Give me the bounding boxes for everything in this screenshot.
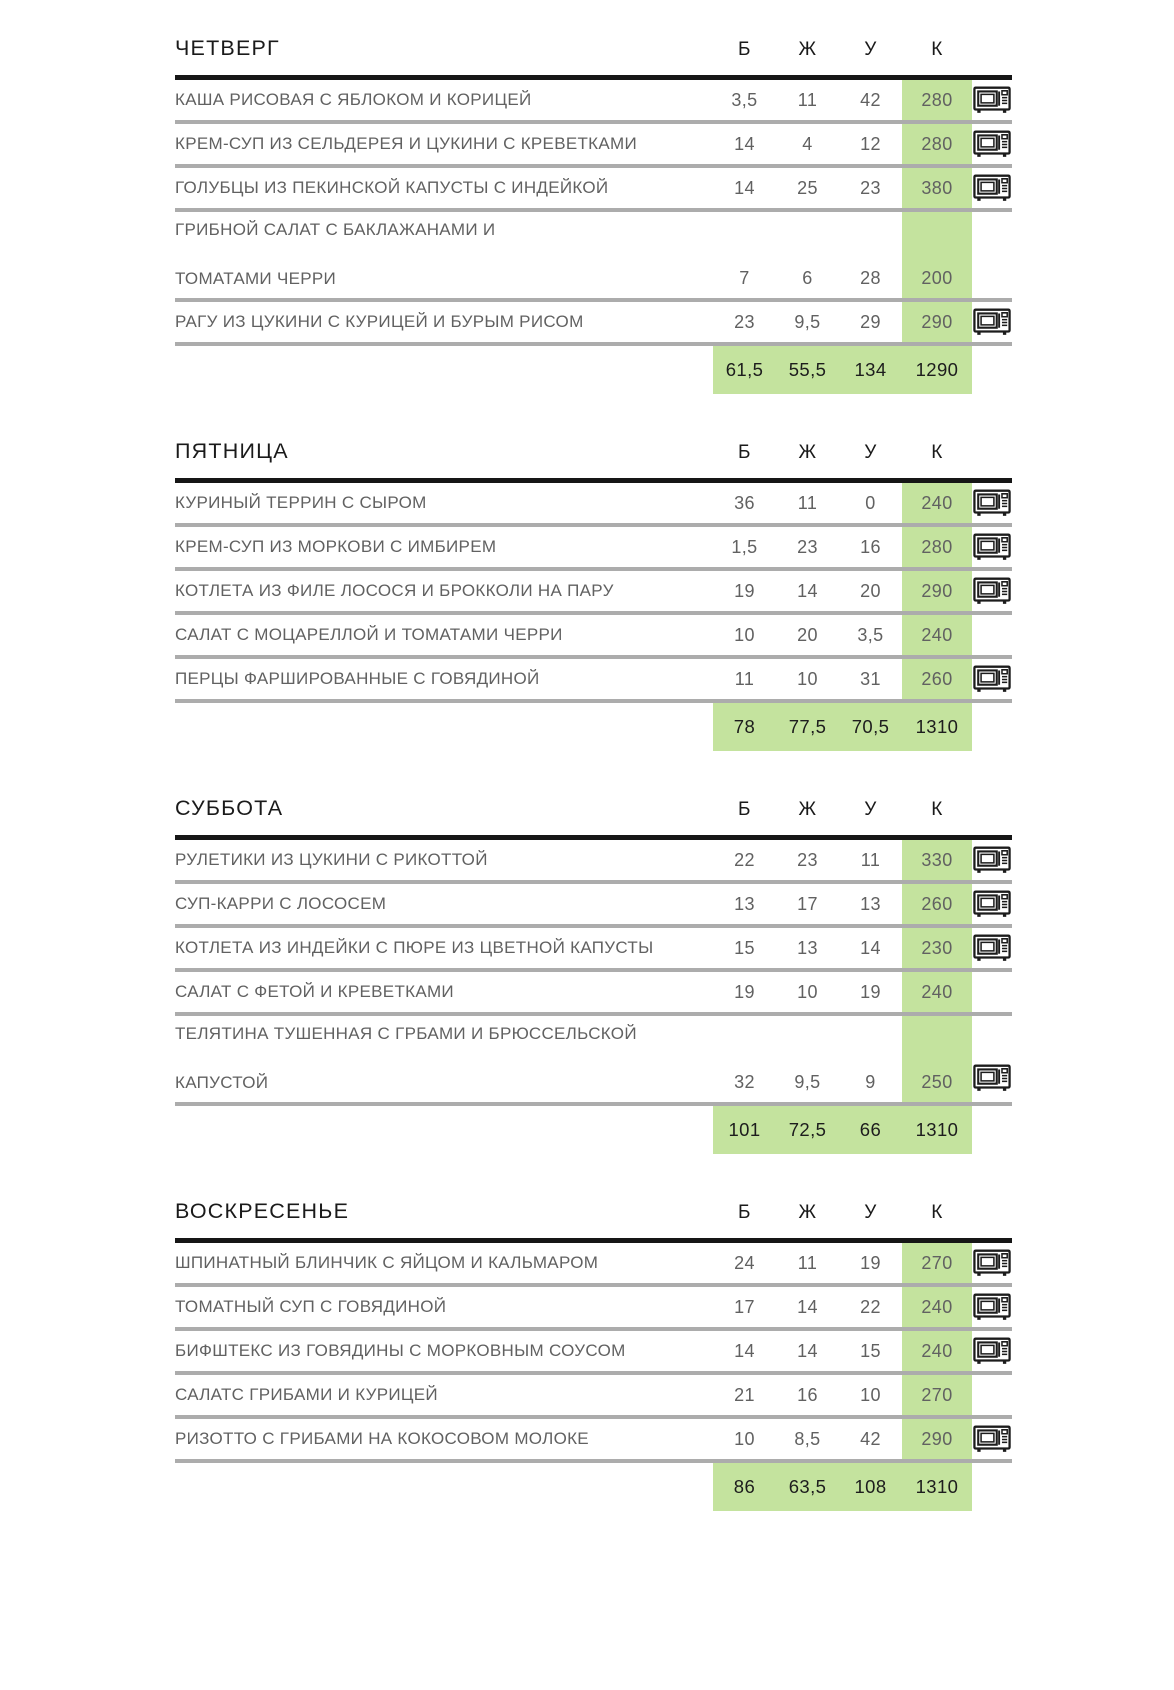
section-header	[175, 36, 1012, 75]
value-k: 330	[921, 849, 953, 870]
value-zh: 9,5	[794, 1072, 821, 1092]
reheat-cell	[972, 615, 1012, 655]
value-u: 22	[860, 1296, 881, 1317]
dish-name: ШПИНАТНЫЙ БЛИНЧИК С ЯЙЦОМ И КАЛЬМАРОМ	[175, 1253, 599, 1272]
day-section	[175, 1199, 1012, 1511]
reheat-cell	[972, 884, 1012, 924]
dish-name-cell	[175, 178, 713, 198]
dish-name-cell	[175, 894, 713, 914]
value-b: 19	[734, 981, 755, 1002]
total-u: 134	[839, 346, 902, 394]
dish-name-cell	[175, 669, 713, 689]
total-zh: 72,5	[776, 1106, 839, 1154]
microwave-icon	[973, 86, 1011, 115]
column-header-k: К	[931, 39, 943, 60]
total-b: 101	[713, 1106, 776, 1154]
dish-name-cell	[175, 1429, 713, 1449]
column-header-u: У	[864, 799, 877, 820]
reheat-cell	[972, 168, 1012, 208]
total-zh: 55,5	[776, 346, 839, 394]
dish-row	[175, 212, 1012, 298]
value-b: 19	[734, 580, 755, 601]
value-zh: 11	[797, 89, 818, 110]
row-divider	[175, 298, 1012, 302]
total-b: 86	[713, 1463, 776, 1511]
value-zh: 20	[797, 624, 818, 645]
dish-name: КРЕМ-СУП ИЗ СЕЛЬДЕРЕЯ И ЦУКИНИ С КРЕВЕТКАМИ	[175, 134, 637, 153]
dish-name: КРЕМ-СУП ИЗ МОРКОВИ С ИМБИРЕМ	[175, 537, 497, 556]
column-header-zh: Ж	[798, 1202, 817, 1223]
reheat-cell	[972, 80, 1012, 120]
microwave-icon	[973, 308, 1011, 337]
dish-name-cell	[175, 938, 713, 958]
row-divider	[175, 1102, 1012, 1106]
totals-row	[175, 1106, 1012, 1154]
value-zh: 14	[797, 580, 818, 601]
dish-name-cell	[175, 1341, 713, 1361]
column-header-k: К	[931, 442, 943, 463]
value-zh: 10	[797, 668, 818, 689]
reheat-cell	[972, 1375, 1012, 1415]
day-title: СУББОТА	[175, 796, 284, 820]
dish-name-cell	[175, 1024, 713, 1102]
row-divider	[175, 164, 1012, 168]
header-icon-spacer	[972, 796, 1012, 821]
header-icon-spacer	[972, 1199, 1012, 1224]
value-zh: 16	[797, 1384, 818, 1405]
reheat-cell	[972, 659, 1012, 699]
value-u: 10	[860, 1384, 881, 1405]
value-b: 23	[734, 311, 755, 332]
dish-row	[175, 1375, 1012, 1415]
row-divider	[175, 1012, 1012, 1016]
value-u: 23	[860, 177, 881, 198]
microwave-icon	[973, 1064, 1011, 1093]
column-header-u: У	[864, 39, 877, 60]
reheat-cell	[972, 1331, 1012, 1371]
dish-row	[175, 659, 1012, 699]
value-zh: 11	[797, 492, 818, 513]
totals-row	[175, 1463, 1012, 1511]
dish-name: КУРИНЫЙ ТЕРРИН С СЫРОМ	[175, 493, 427, 512]
value-b: 22	[734, 849, 755, 870]
value-b: 1,5	[731, 536, 758, 557]
dish-name-cell	[175, 493, 713, 513]
column-header-k: К	[931, 1202, 943, 1223]
dish-name: ТОМАТНЫЙ СУП С ГОВЯДИНОЙ	[175, 1297, 447, 1316]
column-header-u: У	[864, 1202, 877, 1223]
value-zh: 17	[797, 893, 818, 914]
day-title: ВОСКРЕСЕНЬЕ	[175, 1199, 350, 1223]
value-zh: 25	[797, 177, 818, 198]
microwave-icon	[973, 1293, 1011, 1322]
total-zh: 63,5	[776, 1463, 839, 1511]
value-k: 280	[921, 133, 953, 154]
value-k: 290	[921, 311, 953, 332]
value-u: 15	[860, 1340, 881, 1361]
value-b: 24	[734, 1252, 755, 1273]
dish-row	[175, 527, 1012, 567]
reheat-cell	[972, 483, 1012, 523]
value-k: 270	[921, 1384, 953, 1405]
total-u: 108	[839, 1463, 902, 1511]
row-divider	[175, 924, 1012, 928]
reheat-cell	[972, 1243, 1012, 1283]
value-u: 13	[860, 893, 881, 914]
day-section	[175, 36, 1012, 394]
microwave-icon	[973, 890, 1011, 919]
dish-row	[175, 884, 1012, 924]
value-u: 28	[860, 268, 881, 288]
microwave-icon	[973, 665, 1011, 694]
dish-name: КАША РИСОВАЯ С ЯБЛОКОМ И КОРИЦЕЙ	[175, 90, 532, 109]
value-k: 260	[921, 893, 953, 914]
row-divider	[175, 655, 1012, 659]
dish-name-cell	[175, 537, 713, 557]
value-zh: 13	[797, 937, 818, 958]
dish-name-cell	[175, 850, 713, 870]
dish-name: САЛАТС ГРИБАМИ И КУРИЦЕЙ	[175, 1385, 438, 1404]
total-k: 1310	[902, 703, 972, 751]
value-b: 3,5	[731, 89, 758, 110]
dish-name-cell	[175, 134, 713, 154]
value-u: 16	[860, 536, 881, 557]
totals-row	[175, 346, 1012, 394]
reheat-cell	[972, 571, 1012, 611]
microwave-icon	[973, 174, 1011, 203]
value-k: 260	[921, 668, 953, 689]
dish-row	[175, 302, 1012, 342]
reheat-cell	[972, 302, 1012, 342]
day-section	[175, 796, 1012, 1154]
row-divider	[175, 523, 1012, 527]
dish-row	[175, 1287, 1012, 1327]
microwave-icon	[973, 577, 1011, 606]
column-header-k: К	[931, 799, 943, 820]
dish-row	[175, 972, 1012, 1012]
total-b: 78	[713, 703, 776, 751]
dish-row	[175, 1016, 1012, 1102]
row-divider	[175, 1371, 1012, 1375]
header-icon-spacer	[972, 439, 1012, 464]
dish-row	[175, 1419, 1012, 1459]
total-b: 61,5	[713, 346, 776, 394]
value-b: 32	[734, 1072, 755, 1092]
row-divider	[175, 342, 1012, 346]
value-u: 9	[865, 1072, 876, 1092]
value-zh: 14	[797, 1296, 818, 1317]
value-k: 290	[921, 580, 953, 601]
value-b: 7	[739, 268, 750, 288]
totals-row	[175, 703, 1012, 751]
column-header-b: Б	[738, 39, 751, 60]
value-u: 0	[865, 492, 876, 513]
reheat-cell	[972, 1419, 1012, 1459]
microwave-icon	[973, 533, 1011, 562]
value-b: 15	[734, 937, 755, 958]
value-k: 240	[921, 1340, 953, 1361]
microwave-icon	[973, 1425, 1011, 1454]
value-zh: 6	[802, 268, 813, 288]
dish-name: САЛАТ С ФЕТОЙ И КРЕВЕТКАМИ	[175, 982, 454, 1001]
total-zh: 77,5	[776, 703, 839, 751]
header-icon-spacer	[972, 36, 1012, 61]
value-b: 10	[734, 624, 755, 645]
dish-row	[175, 1331, 1012, 1371]
row-divider	[175, 611, 1012, 615]
row-divider	[175, 880, 1012, 884]
value-b: 13	[734, 893, 755, 914]
dish-row	[175, 80, 1012, 120]
value-u: 12	[860, 133, 881, 154]
dish-name: КОТЛЕТА ИЗ ФИЛЕ ЛОСОСЯ И БРОККОЛИ НА ПАРУ	[175, 581, 614, 600]
dish-name-cell	[175, 90, 713, 110]
reheat-cell	[972, 928, 1012, 968]
value-k: 290	[921, 1428, 953, 1449]
section-body	[175, 483, 1012, 751]
row-divider	[175, 968, 1012, 972]
value-u: 19	[860, 981, 881, 1002]
value-u: 42	[860, 89, 881, 110]
value-b: 14	[734, 133, 755, 154]
dish-name-cell	[175, 312, 713, 332]
microwave-icon	[973, 934, 1011, 963]
value-k: 240	[921, 981, 953, 1002]
value-zh: 23	[797, 849, 818, 870]
value-u: 19	[860, 1252, 881, 1273]
value-k: 240	[921, 624, 953, 645]
dish-name: БИФШТЕКС ИЗ ГОВЯДИНЫ С МОРКОВНЫМ СОУСОМ	[175, 1341, 626, 1360]
reheat-cell	[972, 1287, 1012, 1327]
day-title: ПЯТНИЦА	[175, 439, 289, 463]
value-zh: 11	[797, 1252, 818, 1273]
row-divider	[175, 1327, 1012, 1331]
value-u: 3,5	[857, 624, 884, 645]
dish-row	[175, 1243, 1012, 1283]
value-zh: 23	[797, 536, 818, 557]
reheat-cell	[972, 124, 1012, 164]
value-u: 11	[860, 849, 881, 870]
value-zh: 10	[797, 981, 818, 1002]
row-divider	[175, 120, 1012, 124]
column-header-zh: Ж	[798, 39, 817, 60]
dish-name: ПЕРЦЫ ФАРШИРОВАННЫЕ С ГОВЯДИНОЙ	[175, 669, 540, 688]
dish-name: РИЗОТТО С ГРИБАМИ НА КОКОСОВОМ МОЛОКЕ	[175, 1429, 589, 1448]
microwave-icon	[973, 846, 1011, 875]
section-header	[175, 439, 1012, 478]
value-k: 270	[921, 1252, 953, 1273]
value-zh: 4	[802, 133, 813, 154]
dish-name-cell	[175, 1253, 713, 1273]
microwave-icon	[973, 1337, 1011, 1366]
microwave-icon	[973, 489, 1011, 518]
section-body	[175, 1243, 1012, 1511]
value-k: 240	[921, 492, 953, 513]
column-header-zh: Ж	[798, 442, 817, 463]
value-k: 240	[921, 1296, 953, 1317]
reheat-cell	[972, 972, 1012, 1012]
value-u: 42	[860, 1428, 881, 1449]
section-header	[175, 796, 1012, 835]
day-title: ЧЕТВЕРГ	[175, 36, 280, 60]
value-b: 17	[734, 1296, 755, 1317]
value-k: 250	[921, 1072, 953, 1092]
dish-name-line2: ТОМАТАМИ ЧЕРРИ	[175, 269, 337, 288]
dish-name: ТЕЛЯТИНА ТУШЕННАЯ С ГРБАМИ И БРЮССЕЛЬСКОЙ	[175, 1024, 637, 1043]
total-u: 70,5	[839, 703, 902, 751]
microwave-icon	[973, 1249, 1011, 1278]
dish-name: КОТЛЕТА ИЗ ИНДЕЙКИ С ПЮРЕ ИЗ ЦВЕТНОЙ КАПУСТЫ	[175, 938, 654, 957]
dish-row	[175, 840, 1012, 880]
value-b: 21	[734, 1384, 755, 1405]
value-zh: 9,5	[794, 311, 821, 332]
row-divider	[175, 1283, 1012, 1287]
dish-name: ГОЛУБЦЫ ИЗ ПЕКИНСКОЙ КАПУСТЫ С ИНДЕЙКОЙ	[175, 178, 609, 197]
value-zh: 8,5	[794, 1428, 821, 1449]
dish-name: САЛАТ С МОЦАРЕЛЛОЙ И ТОМАТАМИ ЧЕРРИ	[175, 625, 563, 644]
dish-row	[175, 483, 1012, 523]
value-u: 31	[860, 668, 881, 689]
column-header-u: У	[864, 442, 877, 463]
total-k: 1290	[902, 346, 972, 394]
column-header-zh: Ж	[798, 799, 817, 820]
dish-name-cell	[175, 982, 713, 1002]
dish-name: РАГУ ИЗ ЦУКИНИ С КУРИЦЕЙ И БУРЫМ РИСОМ	[175, 312, 584, 331]
dish-name-cell	[175, 1385, 713, 1405]
column-header-b: Б	[738, 442, 751, 463]
day-section	[175, 439, 1012, 751]
row-divider	[175, 208, 1012, 212]
dish-row	[175, 928, 1012, 968]
column-header-b: Б	[738, 1202, 751, 1223]
dish-name: СУП-КАРРИ С ЛОСОСЕМ	[175, 894, 387, 913]
value-u: 14	[860, 937, 881, 958]
microwave-icon	[973, 130, 1011, 159]
value-k: 380	[921, 177, 953, 198]
dish-name: РУЛЕТИКИ ИЗ ЦУКИНИ С РИКОТТОЙ	[175, 850, 488, 869]
dish-name-cell	[175, 1297, 713, 1317]
value-b: 36	[734, 492, 755, 513]
value-u: 20	[860, 580, 881, 601]
column-header-b: Б	[738, 799, 751, 820]
reheat-cell	[972, 1007, 1012, 1102]
value-k: 230	[921, 937, 953, 958]
dish-name-cell	[175, 581, 713, 601]
value-b: 10	[734, 1428, 755, 1449]
dish-row	[175, 168, 1012, 208]
section-body	[175, 840, 1012, 1154]
row-divider	[175, 699, 1012, 703]
row-divider	[175, 567, 1012, 571]
value-k: 280	[921, 536, 953, 557]
row-divider	[175, 1415, 1012, 1419]
section-header	[175, 1199, 1012, 1238]
value-b: 11	[734, 668, 755, 689]
reheat-cell	[972, 840, 1012, 880]
value-k: 200	[921, 268, 953, 288]
dish-row	[175, 571, 1012, 611]
value-k: 280	[921, 89, 953, 110]
total-k: 1310	[902, 1463, 972, 1511]
section-body	[175, 80, 1012, 394]
dish-name-cell	[175, 625, 713, 645]
dish-name-cell	[175, 220, 713, 298]
row-divider	[175, 1459, 1012, 1463]
dish-name-line2: КАПУСТОЙ	[175, 1073, 269, 1092]
value-b: 14	[734, 1340, 755, 1361]
total-u: 66	[839, 1106, 902, 1154]
reheat-cell	[972, 527, 1012, 567]
total-k: 1310	[902, 1106, 972, 1154]
dish-row	[175, 124, 1012, 164]
value-b: 14	[734, 177, 755, 198]
dish-name: ГРИБНОЙ САЛАТ С БАКЛАЖАНАМИ И	[175, 220, 496, 239]
value-zh: 14	[797, 1340, 818, 1361]
dish-row	[175, 615, 1012, 655]
value-u: 29	[860, 311, 881, 332]
reheat-cell	[972, 203, 1012, 298]
